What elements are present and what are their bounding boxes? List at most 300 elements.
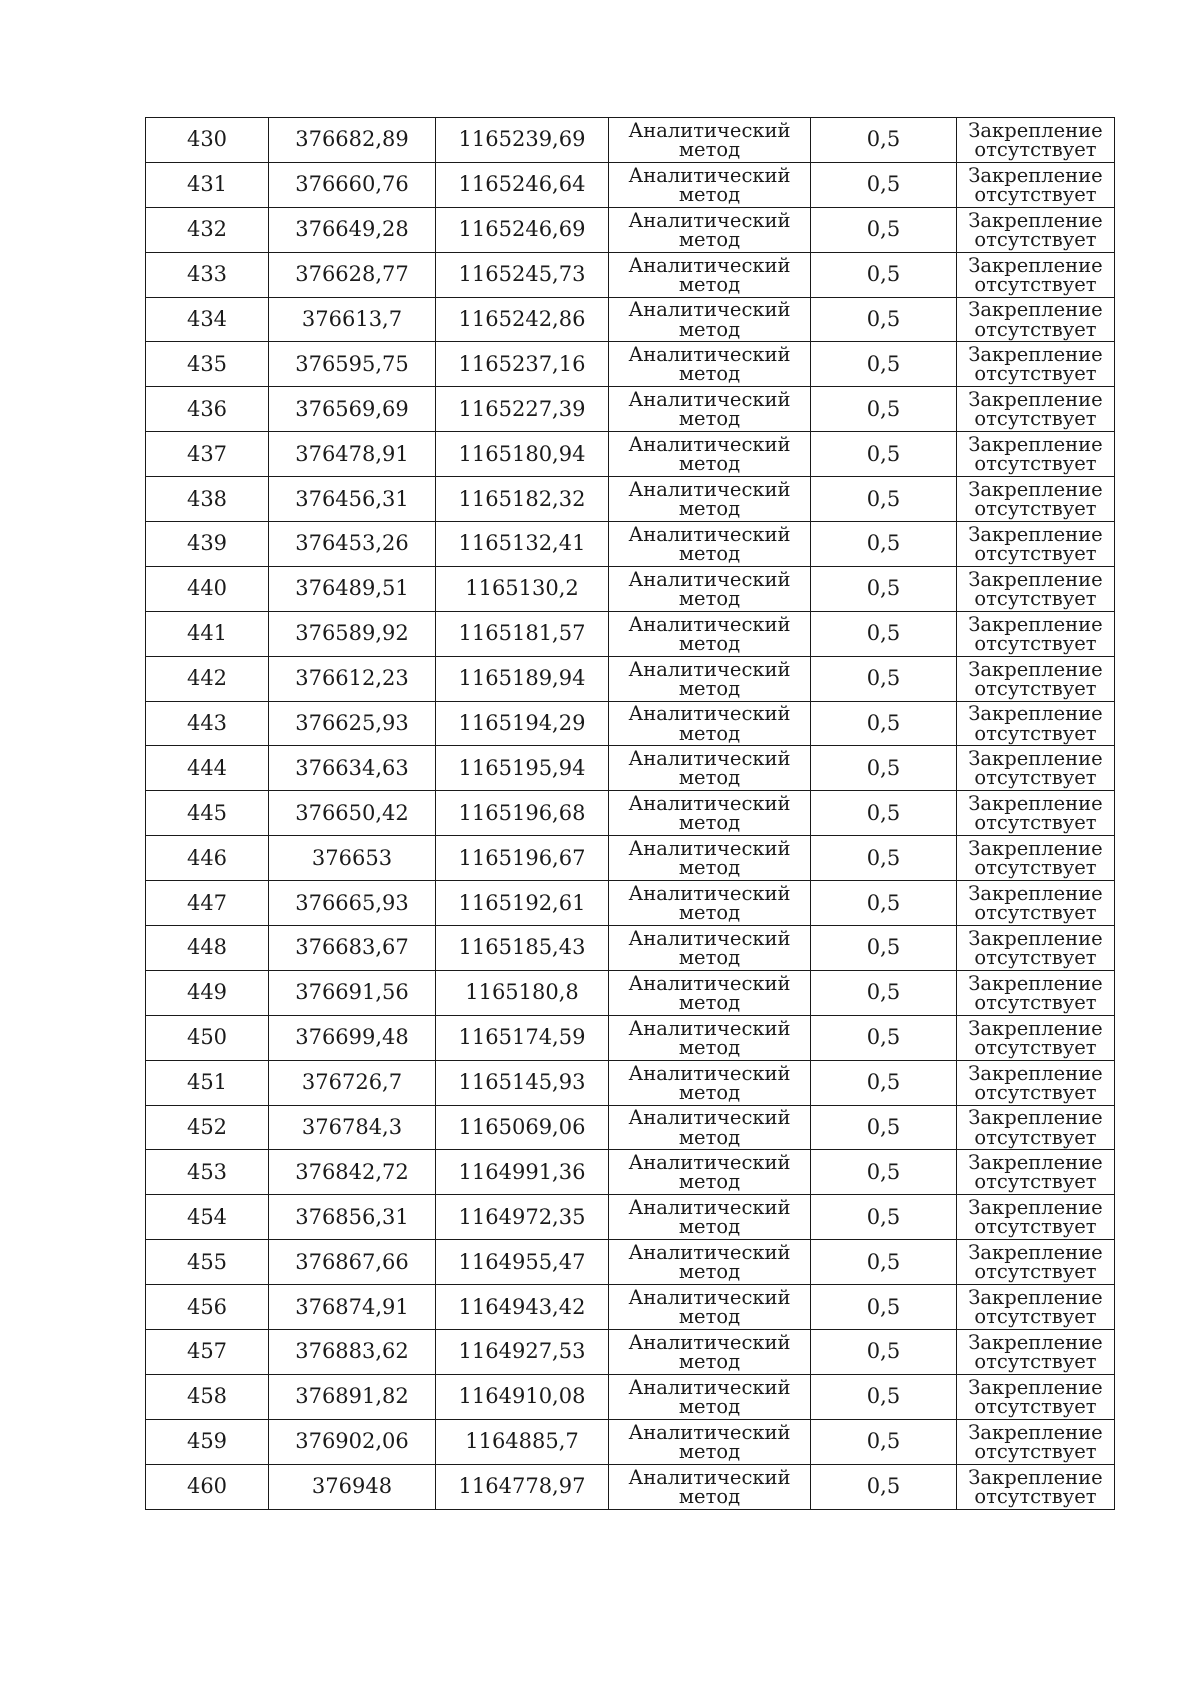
method-line-2: метод: [678, 1080, 741, 1104]
fixation-line-1: Закрепление: [968, 926, 1103, 950]
table-row: [146, 522, 1115, 567]
method-line-1: Аналитический: [628, 1196, 791, 1220]
fixation-line-2: отсутствует: [974, 945, 1097, 969]
table-row: [146, 1330, 1115, 1375]
fixation-cell: [957, 926, 1115, 971]
fixation-line-1: Закрепление: [968, 1061, 1103, 1085]
method-line-2: метод: [678, 1170, 741, 1194]
method-cell: [609, 252, 811, 297]
method-cell: [609, 836, 811, 881]
method-line-1: Аналитический: [628, 477, 791, 501]
x-coordinate-cell: 376902,06: [269, 1419, 436, 1464]
method-line-1: Аналитический: [628, 612, 791, 636]
fixation-line-1: Закрепление: [968, 702, 1103, 726]
y-coordinate-cell: 1165237,16: [436, 342, 609, 387]
point-number-cell: 432: [146, 207, 269, 252]
fixation-line-2: отсутствует: [974, 407, 1097, 431]
point-number-cell: 433: [146, 252, 269, 297]
x-coordinate-cell: 376478,91: [269, 432, 436, 477]
method-line-2: метод: [678, 856, 741, 880]
accuracy-cell: 0,5: [811, 881, 957, 926]
fixation-line-2: отсутствует: [974, 452, 1097, 476]
fixation-line-2: отсутствует: [974, 990, 1097, 1014]
x-coordinate-cell: 376569,69: [269, 387, 436, 432]
y-coordinate-cell: 1164778,97: [436, 1464, 609, 1509]
y-coordinate-cell: 1164943,42: [436, 1285, 609, 1330]
fixation-cell: [957, 297, 1115, 342]
method-line-2: метод: [678, 182, 741, 206]
method-line-1: Аналитический: [628, 253, 791, 277]
fixation-line-2: отсутствует: [974, 1080, 1097, 1104]
fixation-line-2: отсутствует: [974, 272, 1097, 296]
x-coordinate-cell: 376453,26: [269, 522, 436, 567]
y-coordinate-cell: 1165239,69: [436, 118, 609, 163]
accuracy-cell: 0,5: [811, 836, 957, 881]
fixation-line-2: отсутствует: [974, 1439, 1097, 1463]
method-cell: [609, 566, 811, 611]
y-coordinate-cell: 1165194,29: [436, 701, 609, 746]
fixation-cell: [957, 1105, 1115, 1150]
x-coordinate-cell: 376649,28: [269, 207, 436, 252]
fixation-cell: [957, 1330, 1115, 1375]
fixation-line-1: Закрепление: [968, 657, 1103, 681]
method-line-2: метод: [678, 1125, 741, 1149]
point-number-cell: 456: [146, 1285, 269, 1330]
accuracy-cell: 0,5: [811, 701, 957, 746]
fixation-line-1: Закрепление: [968, 1151, 1103, 1175]
point-number-cell: 441: [146, 611, 269, 656]
fixation-line-2: отсутствует: [974, 631, 1097, 655]
accuracy-cell: 0,5: [811, 297, 957, 342]
method-cell: [609, 207, 811, 252]
method-line-2: метод: [678, 1215, 741, 1239]
fixation-line-1: Закрепление: [968, 1241, 1103, 1265]
y-coordinate-cell: 1165130,2: [436, 566, 609, 611]
method-cell: [609, 1330, 811, 1375]
table-row: [146, 1240, 1115, 1285]
x-coordinate-cell: 376683,67: [269, 926, 436, 971]
table-row: [146, 387, 1115, 432]
accuracy-cell: 0,5: [811, 1060, 957, 1105]
table-row: [146, 342, 1115, 387]
fixation-line-1: Закрепление: [968, 343, 1103, 367]
point-number-cell: 431: [146, 162, 269, 207]
fixation-line-1: Закрепление: [968, 298, 1103, 322]
table-row: [146, 1285, 1115, 1330]
method-line-1: Аналитический: [628, 1061, 791, 1085]
x-coordinate-cell: 376948: [269, 1464, 436, 1509]
point-number-cell: 452: [146, 1105, 269, 1150]
point-number-cell: 459: [146, 1419, 269, 1464]
y-coordinate-cell: 1164991,36: [436, 1150, 609, 1195]
method-cell: [609, 1195, 811, 1240]
fixation-line-1: Закрепление: [968, 792, 1103, 816]
coordinates-table: [145, 117, 1115, 1510]
point-number-cell: 444: [146, 746, 269, 791]
point-number-cell: 455: [146, 1240, 269, 1285]
y-coordinate-cell: 1165196,68: [436, 791, 609, 836]
method-line-2: метод: [678, 586, 741, 610]
fixation-line-2: отсутствует: [974, 1125, 1097, 1149]
fixation-cell: [957, 207, 1115, 252]
fixation-cell: [957, 1195, 1115, 1240]
accuracy-cell: 0,5: [811, 1285, 957, 1330]
fixation-line-1: Закрепление: [968, 747, 1103, 771]
fixation-line-2: отсутствует: [974, 362, 1097, 386]
method-cell: [609, 1060, 811, 1105]
accuracy-cell: 0,5: [811, 1330, 957, 1375]
method-line-1: Аналитический: [628, 388, 791, 412]
method-line-1: Аналитический: [628, 792, 791, 816]
method-cell: [609, 611, 811, 656]
x-coordinate-cell: 376856,31: [269, 1195, 436, 1240]
method-cell: [609, 342, 811, 387]
y-coordinate-cell: 1165189,94: [436, 656, 609, 701]
point-number-cell: 450: [146, 1015, 269, 1060]
accuracy-cell: 0,5: [811, 1150, 957, 1195]
method-line-2: метод: [678, 362, 741, 386]
point-number-cell: 458: [146, 1374, 269, 1419]
y-coordinate-cell: 1165245,73: [436, 252, 609, 297]
fixation-line-2: отсутствует: [974, 541, 1097, 565]
fixation-line-2: отсутствует: [974, 1035, 1097, 1059]
fixation-cell: [957, 1015, 1115, 1060]
method-cell: [609, 970, 811, 1015]
method-line-1: Аналитический: [628, 1016, 791, 1040]
accuracy-cell: 0,5: [811, 1240, 957, 1285]
table-row: [146, 926, 1115, 971]
method-cell: [609, 1464, 811, 1509]
method-cell: [609, 656, 811, 701]
point-number-cell: 430: [146, 118, 269, 163]
x-coordinate-cell: 376456,31: [269, 477, 436, 522]
table-row: [146, 791, 1115, 836]
point-number-cell: 447: [146, 881, 269, 926]
method-cell: [609, 1150, 811, 1195]
method-line-1: Аналитический: [628, 433, 791, 457]
y-coordinate-cell: 1165242,86: [436, 297, 609, 342]
fixation-line-2: отсутствует: [974, 1349, 1097, 1373]
x-coordinate-cell: 376699,48: [269, 1015, 436, 1060]
table-row: [146, 1419, 1115, 1464]
y-coordinate-cell: 1165192,61: [436, 881, 609, 926]
method-line-1: Аналитический: [628, 657, 791, 681]
point-number-cell: 435: [146, 342, 269, 387]
method-line-2: метод: [678, 766, 741, 790]
method-cell: [609, 791, 811, 836]
table-row: [146, 836, 1115, 881]
y-coordinate-cell: 1164972,35: [436, 1195, 609, 1240]
fixation-line-2: отсутствует: [974, 1215, 1097, 1239]
accuracy-cell: 0,5: [811, 118, 957, 163]
method-line-2: метод: [678, 497, 741, 521]
x-coordinate-cell: 376612,23: [269, 656, 436, 701]
fixation-line-2: отсутствует: [974, 721, 1097, 745]
fixation-line-1: Закрепление: [968, 477, 1103, 501]
table-row: [146, 162, 1115, 207]
accuracy-cell: 0,5: [811, 387, 957, 432]
table-row: [146, 1060, 1115, 1105]
method-line-1: Аналитический: [628, 702, 791, 726]
method-line-2: метод: [678, 676, 741, 700]
y-coordinate-cell: 1165181,57: [436, 611, 609, 656]
accuracy-cell: 0,5: [811, 342, 957, 387]
fixation-line-2: отсутствует: [974, 586, 1097, 610]
accuracy-cell: 0,5: [811, 477, 957, 522]
table-row: [146, 118, 1115, 163]
method-cell: [609, 522, 811, 567]
method-line-2: метод: [678, 1035, 741, 1059]
fixation-line-1: Закрепление: [968, 1016, 1103, 1040]
accuracy-cell: 0,5: [811, 656, 957, 701]
x-coordinate-cell: 376665,93: [269, 881, 436, 926]
method-line-1: Аналитический: [628, 1106, 791, 1130]
y-coordinate-cell: 1165182,32: [436, 477, 609, 522]
method-line-2: метод: [678, 811, 741, 835]
fixation-cell: [957, 432, 1115, 477]
accuracy-cell: 0,5: [811, 1419, 957, 1464]
method-line-2: метод: [678, 990, 741, 1014]
table-row: [146, 1150, 1115, 1195]
x-coordinate-cell: 376628,77: [269, 252, 436, 297]
point-number-cell: 434: [146, 297, 269, 342]
accuracy-cell: 0,5: [811, 1195, 957, 1240]
fixation-line-2: отсутствует: [974, 811, 1097, 835]
point-number-cell: 460: [146, 1464, 269, 1509]
fixation-cell: [957, 566, 1115, 611]
fixation-cell: [957, 342, 1115, 387]
fixation-line-2: отсутствует: [974, 317, 1097, 341]
fixation-line-1: Закрепление: [968, 388, 1103, 412]
table-row: [146, 656, 1115, 701]
fixation-cell: [957, 1374, 1115, 1419]
point-number-cell: 438: [146, 477, 269, 522]
fixation-line-1: Закрепление: [968, 567, 1103, 591]
x-coordinate-cell: 376589,92: [269, 611, 436, 656]
table-row: [146, 701, 1115, 746]
y-coordinate-cell: 1165069,06: [436, 1105, 609, 1150]
table-row: [146, 1464, 1115, 1509]
table-row: [146, 970, 1115, 1015]
method-cell: [609, 1419, 811, 1464]
method-cell: [609, 1015, 811, 1060]
fixation-line-1: Закрепление: [968, 1106, 1103, 1130]
accuracy-cell: 0,5: [811, 791, 957, 836]
method-cell: [609, 746, 811, 791]
x-coordinate-cell: 376891,82: [269, 1374, 436, 1419]
x-coordinate-cell: 376634,63: [269, 746, 436, 791]
method-cell: [609, 1285, 811, 1330]
y-coordinate-cell: 1165145,93: [436, 1060, 609, 1105]
x-coordinate-cell: 376842,72: [269, 1150, 436, 1195]
accuracy-cell: 0,5: [811, 611, 957, 656]
method-cell: [609, 881, 811, 926]
point-number-cell: 439: [146, 522, 269, 567]
method-line-1: Аналитический: [628, 298, 791, 322]
method-line-2: метод: [678, 452, 741, 476]
fixation-cell: [957, 1419, 1115, 1464]
method-line-1: Аналитический: [628, 118, 791, 142]
x-coordinate-cell: 376653: [269, 836, 436, 881]
fixation-line-2: отсутствует: [974, 497, 1097, 521]
accuracy-cell: 0,5: [811, 1464, 957, 1509]
fixation-line-1: Закрепление: [968, 208, 1103, 232]
point-number-cell: 453: [146, 1150, 269, 1195]
fixation-cell: [957, 387, 1115, 432]
x-coordinate-cell: 376489,51: [269, 566, 436, 611]
table-row: [146, 566, 1115, 611]
y-coordinate-cell: 1165132,41: [436, 522, 609, 567]
y-coordinate-cell: 1164955,47: [436, 1240, 609, 1285]
table-row: [146, 746, 1115, 791]
method-cell: [609, 1240, 811, 1285]
method-line-1: Аналитический: [628, 1465, 791, 1489]
accuracy-cell: 0,5: [811, 1105, 957, 1150]
method-line-1: Аналитический: [628, 208, 791, 232]
point-number-cell: 451: [146, 1060, 269, 1105]
method-cell: [609, 432, 811, 477]
table-row: [146, 297, 1115, 342]
y-coordinate-cell: 1165195,94: [436, 746, 609, 791]
method-line-1: Аналитический: [628, 881, 791, 905]
fixation-cell: [957, 1150, 1115, 1195]
method-line-1: Аналитический: [628, 926, 791, 950]
y-coordinate-cell: 1165196,67: [436, 836, 609, 881]
fixation-line-1: Закрепление: [968, 163, 1103, 187]
fixation-line-1: Закрепление: [968, 1330, 1103, 1354]
x-coordinate-cell: 376874,91: [269, 1285, 436, 1330]
method-line-1: Аналитический: [628, 567, 791, 591]
fixation-line-1: Закрепление: [968, 118, 1103, 142]
table-row: [146, 477, 1115, 522]
method-line-2: метод: [678, 1394, 741, 1418]
method-cell: [609, 162, 811, 207]
accuracy-cell: 0,5: [811, 522, 957, 567]
fixation-line-2: отсутствует: [974, 227, 1097, 251]
fixation-line-2: отсутствует: [974, 766, 1097, 790]
table-row: [146, 252, 1115, 297]
table-row: [146, 1015, 1115, 1060]
y-coordinate-cell: 1164910,08: [436, 1374, 609, 1419]
fixation-line-2: отсутствует: [974, 1170, 1097, 1194]
fixation-cell: [957, 522, 1115, 567]
fixation-line-2: отсутствует: [974, 1305, 1097, 1329]
table-row: [146, 207, 1115, 252]
accuracy-cell: 0,5: [811, 162, 957, 207]
fixation-cell: [957, 1285, 1115, 1330]
table-row: [146, 1105, 1115, 1150]
y-coordinate-cell: 1164927,53: [436, 1330, 609, 1375]
method-line-2: метод: [678, 137, 741, 161]
point-number-cell: 449: [146, 970, 269, 1015]
method-line-2: метод: [678, 407, 741, 431]
x-coordinate-cell: 376784,3: [269, 1105, 436, 1150]
point-number-cell: 457: [146, 1330, 269, 1375]
x-coordinate-cell: 376660,76: [269, 162, 436, 207]
y-coordinate-cell: 1164885,7: [436, 1419, 609, 1464]
point-number-cell: 454: [146, 1195, 269, 1240]
table-row: [146, 881, 1115, 926]
fixation-cell: [957, 611, 1115, 656]
method-cell: [609, 1105, 811, 1150]
x-coordinate-cell: 376691,56: [269, 970, 436, 1015]
coordinates-table-body: [146, 118, 1115, 1510]
method-line-2: метод: [678, 1439, 741, 1463]
fixation-cell: [957, 1464, 1115, 1509]
fixation-line-2: отсутствует: [974, 856, 1097, 880]
fixation-cell: [957, 746, 1115, 791]
x-coordinate-cell: 376613,7: [269, 297, 436, 342]
accuracy-cell: 0,5: [811, 1374, 957, 1419]
fixation-line-2: отсутствует: [974, 1260, 1097, 1284]
x-coordinate-cell: 376867,66: [269, 1240, 436, 1285]
method-line-1: Аналитический: [628, 747, 791, 771]
method-line-2: метод: [678, 721, 741, 745]
method-line-1: Аналитический: [628, 1375, 791, 1399]
method-line-2: метод: [678, 631, 741, 655]
table-row: [146, 611, 1115, 656]
method-line-1: Аналитический: [628, 1330, 791, 1354]
method-line-1: Аналитический: [628, 343, 791, 367]
fixation-line-2: отсутствует: [974, 1484, 1097, 1508]
method-line-2: метод: [678, 227, 741, 251]
fixation-cell: [957, 118, 1115, 163]
method-line-2: метод: [678, 317, 741, 341]
fixation-cell: [957, 791, 1115, 836]
method-line-2: метод: [678, 945, 741, 969]
fixation-line-1: Закрепление: [968, 1375, 1103, 1399]
fixation-line-1: Закрепление: [968, 1196, 1103, 1220]
method-line-2: метод: [678, 541, 741, 565]
method-line-1: Аналитический: [628, 522, 791, 546]
table-row: [146, 1195, 1115, 1240]
y-coordinate-cell: 1165174,59: [436, 1015, 609, 1060]
fixation-cell: [957, 252, 1115, 297]
fixation-line-1: Закрепление: [968, 1420, 1103, 1444]
method-line-1: Аналитический: [628, 837, 791, 861]
method-line-1: Аналитический: [628, 1241, 791, 1265]
method-line-1: Аналитический: [628, 1420, 791, 1444]
y-coordinate-cell: 1165180,8: [436, 970, 609, 1015]
method-line-2: метод: [678, 1260, 741, 1284]
y-coordinate-cell: 1165185,43: [436, 926, 609, 971]
accuracy-cell: 0,5: [811, 566, 957, 611]
point-number-cell: 443: [146, 701, 269, 746]
point-number-cell: 448: [146, 926, 269, 971]
y-coordinate-cell: 1165227,39: [436, 387, 609, 432]
point-number-cell: 442: [146, 656, 269, 701]
y-coordinate-cell: 1165180,94: [436, 432, 609, 477]
method-line-1: Аналитический: [628, 1151, 791, 1175]
fixation-line-1: Закрепление: [968, 253, 1103, 277]
fixation-line-1: Закрепление: [968, 1285, 1103, 1309]
method-line-2: метод: [678, 1349, 741, 1373]
fixation-cell: [957, 656, 1115, 701]
method-cell: [609, 701, 811, 746]
point-number-cell: 446: [146, 836, 269, 881]
method-line-1: Аналитический: [628, 163, 791, 187]
accuracy-cell: 0,5: [811, 207, 957, 252]
method-cell: [609, 477, 811, 522]
method-line-1: Аналитический: [628, 971, 791, 995]
method-cell: [609, 118, 811, 163]
point-number-cell: 440: [146, 566, 269, 611]
fixation-cell: [957, 970, 1115, 1015]
accuracy-cell: 0,5: [811, 1015, 957, 1060]
method-line-2: метод: [678, 901, 741, 925]
fixation-line-1: Закрепление: [968, 433, 1103, 457]
accuracy-cell: 0,5: [811, 970, 957, 1015]
